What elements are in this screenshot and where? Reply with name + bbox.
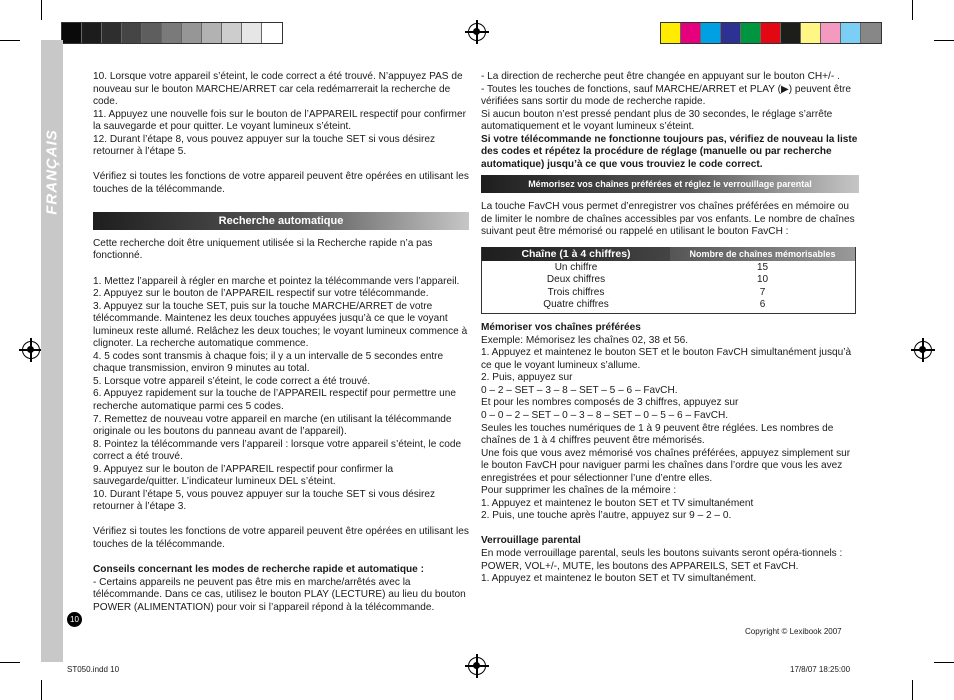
color-swatch <box>242 23 262 43</box>
color-swatch <box>801 23 821 43</box>
color-swatch <box>102 23 122 43</box>
section-heading-auto-search: Recherche automatique <box>93 212 469 230</box>
color-swatch <box>222 23 242 43</box>
paragraph: La touche FavCH vous permet d’enregistrer vos chaînes préférées en mémoire ou de limiter le nombre de chaînes accessibles par vos enfants. Le nombre de chaînes suivant peut être mémorisé ou rappelé en utilisant le bouton FavCH : <box>481 201 855 238</box>
color-swatch <box>681 23 701 43</box>
date-slug: 17/8/07 18:25:00 <box>790 665 851 674</box>
table-cell-digits: Quatre chiffres <box>543 298 609 310</box>
table-header-cell: Chaîne (1 à 4 chiffres) <box>482 247 670 261</box>
tips-heading: Conseils concernant les modes de recherche rapide et automatique : <box>93 564 424 575</box>
step: 4. 5 codes sont transmis à chaque fois; il y a un intervalle de 5 secondes entre chaque transmission, environ 9 minutes au total. <box>93 350 444 375</box>
key-sequence: 0 – 2 – SET – 3 – 8 – SET – 5 – 6 – FavCH. <box>481 384 678 396</box>
table-cell-digits: Trois chiffres <box>547 286 605 298</box>
channel-table <box>481 247 856 314</box>
table-cell-count: 10 <box>756 274 769 286</box>
paragraph: 11. Appuyez une nouvelle fois sur le bouton de l’APPAREIL respectif pour confirmer la sauvegarde et pour quitter. Le voyant lumineux s’éteint. <box>93 108 466 133</box>
table-header <box>482 247 855 261</box>
color-swatch <box>122 23 142 43</box>
crop-mark-bottom-right-h <box>934 662 954 663</box>
table-column-digits <box>482 262 670 311</box>
paragraph: 12. Durant l’étape 8, vous pouvez appuyer sur la touche SET si vous désirez retourner à l’étape 5. <box>93 133 436 158</box>
registration-mark-right <box>914 341 932 359</box>
language-side-label: FRANÇAIS <box>43 129 61 215</box>
key-sequence: 0 – 0 – 2 – SET – 0 – 3 – 8 – SET – 0 – 5 – 6 – FavCH. <box>481 410 729 422</box>
color-swatch <box>202 23 222 43</box>
color-swatch <box>721 23 741 43</box>
right-column <box>481 71 859 586</box>
crop-mark-top-right-h <box>934 40 954 41</box>
paragraph: Cette recherche doit être uniquement utilisée si la Recherche rapide n’a pas fonctionné. <box>93 237 433 262</box>
color-swatch <box>741 23 761 43</box>
paragraph: 1. Appuyez et maintenez le bouton SET et le bouton FavCH simultanément jusqu’à ce que le voyant lumineux s’allume. <box>481 347 852 371</box>
color-swatch <box>82 23 102 43</box>
paragraph: Si aucun bouton n’est pressé pendant plus de 30 secondes, le réglage s’arrête automatiquement et le voyant lumineux s’éteint. <box>481 108 833 133</box>
color-swatch <box>62 23 82 43</box>
page-number: 10 <box>67 612 82 627</box>
crop-mark-top-left-v <box>41 0 42 20</box>
crop-mark-bottom-left-v <box>41 680 42 700</box>
step: 9. Appuyez sur le bouton de l’APPAREIL respectif pour confirmer la sauvegarde/quitter. L’indicateur lumineux DEL s’éteint. <box>93 463 394 488</box>
paragraph: - Certains appareils ne peuvent pas être mis en marche/arrêtés avec la télécommande. Dans ce cas, utilisez le bouton PLAY (LECTURE) au lieu du bouton POWER (ALIMENTATION) pour voir si l’appareil répond à la télécommande. <box>93 576 466 613</box>
crop-mark-top-left-h <box>0 40 20 41</box>
step: 7. Remettez de nouveau votre appareil en marche (en utilisant la télécommande originale ou les boutons du panneau avant de l’appareil). <box>93 413 452 438</box>
paragraph: 10. Lorsque votre appareil s’éteint, le code correct a été trouvé. N’appuyez PAS de nouveau sur le bouton MARCHE/ARRET car cela redémarrerait la recherche de code. <box>93 71 463 108</box>
paragraph: Seules les touches numériques de 1 à 9 peuvent être réglées. Les nombres de chaînes de 1 à 4 chiffres peuvent être mémorisés. <box>481 422 834 447</box>
copyright-notice: Copyright © Lexibook 2007 <box>745 627 842 636</box>
color-swatch <box>661 23 681 43</box>
color-swatch <box>781 23 801 43</box>
file-slug: ST050.indd 10 <box>67 665 120 674</box>
color-swatch <box>701 23 721 43</box>
step: 2. Appuyez sur le bouton de l’APPAREIL respectif sur votre télécommande. <box>93 288 429 300</box>
step: 8. Pointez la télécommande vers l’appareil : lorsque votre appareil s’éteint, le code correct a été trouvé. <box>93 438 462 463</box>
step: 3. Appuyez sur la touche SET, puis sur la touche MARCHE/ARRET de votre télécommande. Maintenez les deux touches appuyées jusqu’à ce que le voyant lumineux reste allumé. Relâchez les deux touches; le voyant lumineux commence à clignoter. La recherche automatique commence. <box>93 300 468 350</box>
grayscale-color-bar <box>61 22 283 44</box>
table-cell-digits: Deux chiffres <box>546 274 606 286</box>
color-swatch <box>761 23 781 43</box>
paragraph: - La direction de recherche peut être changée en appuyant sur le bouton CH+/- . <box>481 71 840 82</box>
color-swatch <box>861 23 881 43</box>
paragraph: En mode verrouillage parental, seuls les boutons suivants seront opéra-tionnels : POWER, VOL+/-, MUTE, les boutons des APPAREILS, SET et FavCH. <box>481 548 843 572</box>
table-header-cell: Nombre de chaînes mémorisables <box>670 247 855 261</box>
memorize-heading: Mémoriser vos chaînes préférées <box>481 322 641 334</box>
crop-mark-bottom-right-v <box>912 680 913 700</box>
cmyk-color-bar <box>660 22 882 44</box>
color-swatch <box>142 23 162 43</box>
parental-lock-heading: Verrouillage parental <box>481 535 581 547</box>
warning-paragraph: Si votre télécommande ne fonctionne toujours pas, vérifiez de nouveau la liste des codes et répétez la procédure de réglage (manuelle ou par recherche automatique) jusqu’à ce que vous trouviez le code correct. <box>481 133 858 170</box>
registration-mark-left <box>22 341 40 359</box>
color-swatch <box>182 23 202 43</box>
paragraph: 1. Appuyez et maintenez le bouton SET et TV simultanément <box>481 497 754 509</box>
section-heading-favorites: Mémorisez vos chaînes préférées et réglez le verrouillage parental <box>481 175 859 193</box>
table-body <box>482 261 855 313</box>
table-cell-count: 7 <box>759 286 766 298</box>
color-swatch <box>821 23 841 43</box>
paragraph: Vérifiez si toutes les fonctions de votre appareil peuvent être opérées en utilisant les touches de la télécommande. <box>93 171 469 195</box>
registration-mark-bottom <box>468 657 486 675</box>
step: 1. Mettez l’appareil à régler en marche et pointez la télécommande vers l’appareil. <box>93 275 460 287</box>
paragraph: Une fois que vous avez mémorisé vos chaînes préférées, appuyez simplement sur le bouton FavCH pour naviguer parmi les chaînes dans l’ordre que vous les avez enregistrées et pour sélectionner l’une d’entre elles. <box>481 447 851 484</box>
step: 6. Appuyez rapidement sur la touche de l’APPAREIL respectif pour permettre une recherche automatique parmi ces 5 codes. <box>93 388 457 412</box>
step: 10. Durant l’étape 5, vous pouvez appuyer sur la touche SET si vous désirez retourner à l’étape 3. <box>93 488 436 513</box>
table-cell-digits: Un chiffre <box>554 262 598 274</box>
paragraph: Exemple: Mémorisez les chaînes 02, 38 et 56. <box>481 334 689 346</box>
crop-mark-bottom-left-h <box>0 662 20 663</box>
registration-mark-top <box>468 23 486 41</box>
paragraph: 1. Appuyez et maintenez le bouton SET et TV simultanément. <box>481 573 757 585</box>
color-swatch <box>841 23 861 43</box>
paragraph: Vérifiez si toutes les fonctions de votre appareil peuvent être opérées en utilisant les touches de la télécommande. <box>93 526 469 550</box>
table-cell-count: 15 <box>756 262 769 274</box>
color-swatch <box>162 23 182 43</box>
crop-mark-top-right-v <box>912 0 913 20</box>
left-column <box>93 71 471 614</box>
paragraph: - Toutes les touches de fonctions, sauf MARCHE/ARRET et PLAY (▶) peuvent être vérifiées sans sortir du mode de recherche rapide. <box>481 83 852 108</box>
table-cell-count: 6 <box>759 298 766 310</box>
table-column-count <box>670 262 855 311</box>
color-swatch <box>262 23 282 43</box>
paragraph: 2. Puis, une touche après l’autre, appuyez sur 9 – 2 – 0. <box>481 510 732 522</box>
paragraph: Pour supprimer les chaînes de la mémoire : <box>481 485 677 497</box>
step: 5. Lorsque votre appareil s’éteint, le code correct a été trouvé. <box>93 375 371 387</box>
paragraph: 2. Puis, appuyez sur <box>481 372 573 384</box>
paragraph: Et pour les nombres composés de 3 chiffres, appuyez sur <box>481 397 739 409</box>
